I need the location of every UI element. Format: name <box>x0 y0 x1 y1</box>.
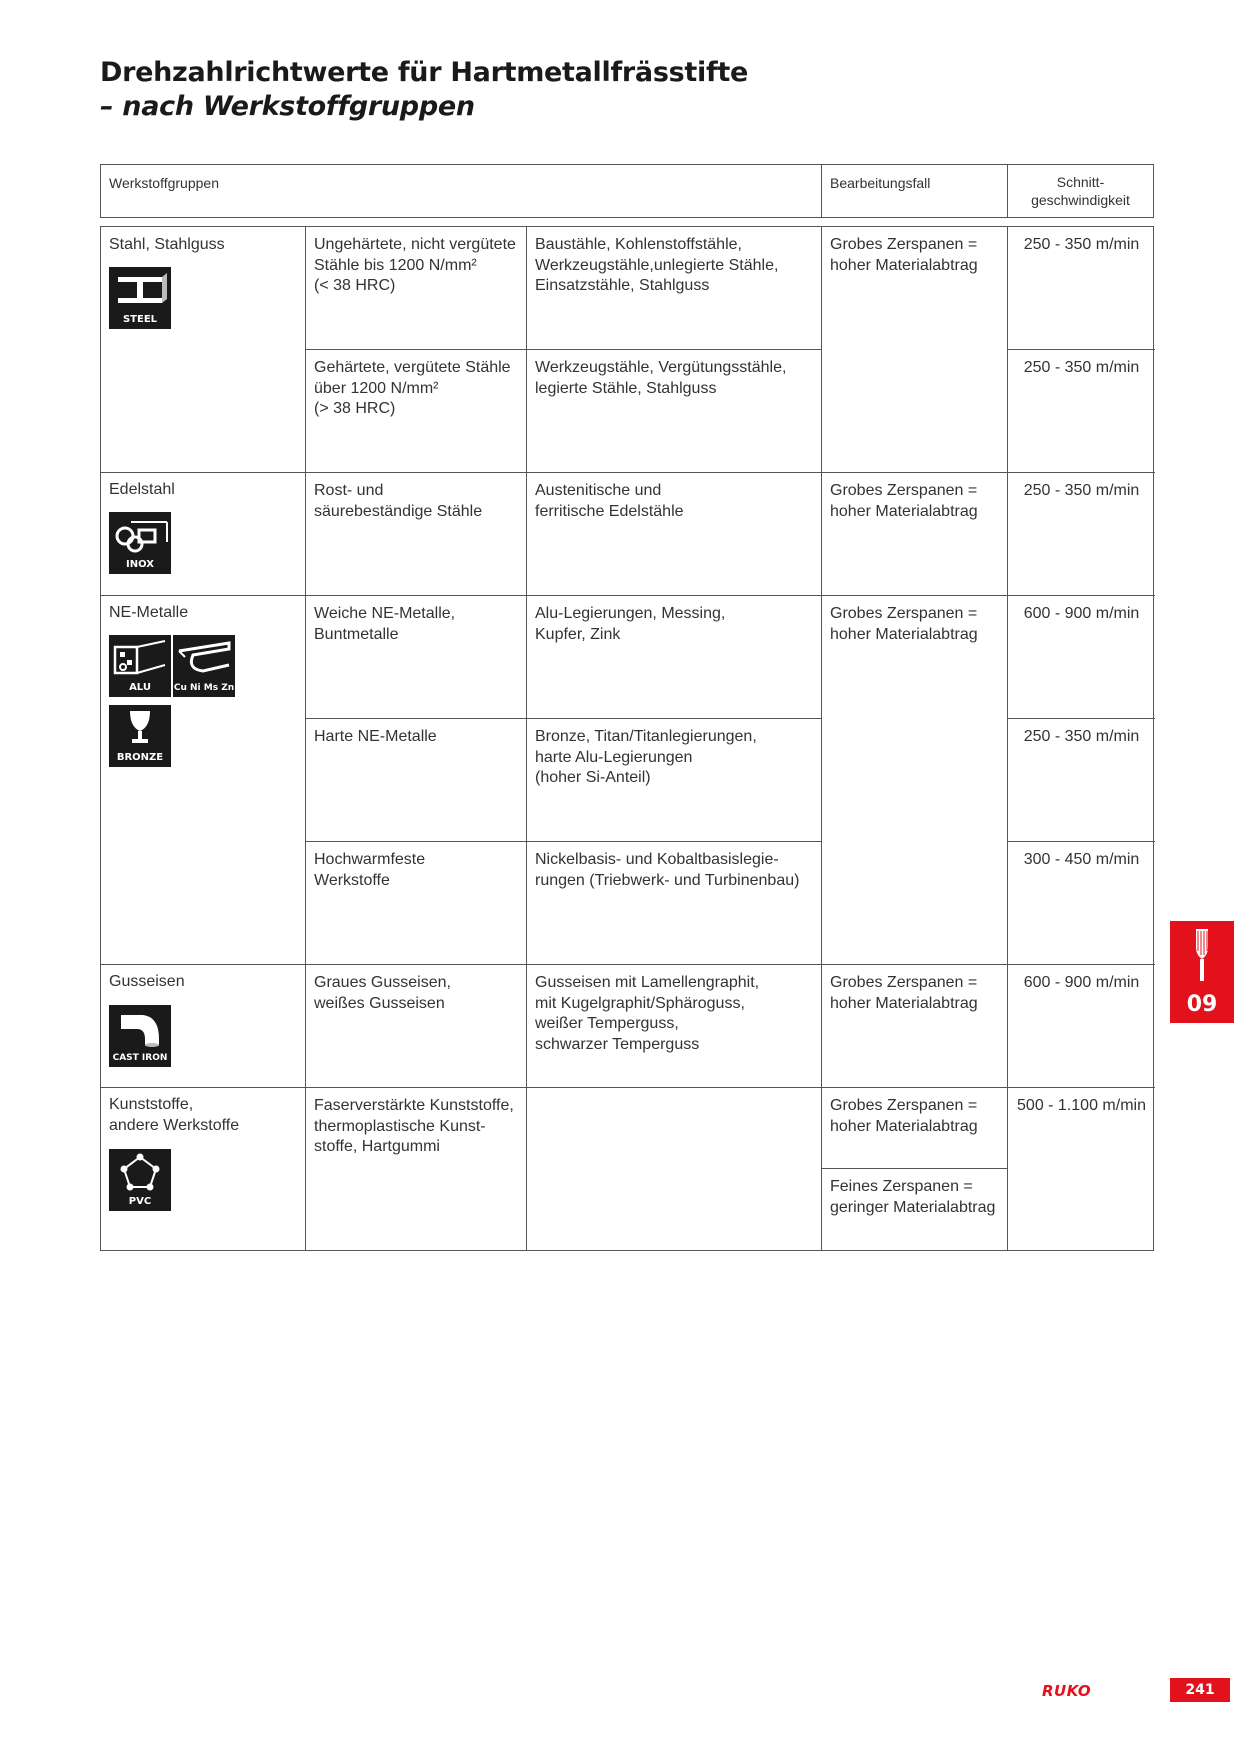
page-title <box>100 56 748 124</box>
cutting-speed: 300 - 450 m/min <box>1023 851 1140 868</box>
cutting-speed: 250 - 350 m/min <box>1023 359 1140 376</box>
group-name: Kunststoffe, andere Werkstoffe <box>109 1096 240 1134</box>
title-line-1: Drehzahlrichtwerte für Hartmetallfrässtifte <box>100 57 749 88</box>
cutting-speed: 600 - 900 m/min <box>1023 974 1140 991</box>
cutting-speed: 250 - 350 m/min <box>1023 728 1140 745</box>
process-type: Grobes Zerspanen = hoher Materialabtrag <box>830 1097 978 1135</box>
material-type: Faserverstärkte Kunststoffe, thermoplastische Kunst- stoffe, Hartgummi <box>314 1097 514 1155</box>
icon-label: STEEL <box>122 314 158 325</box>
icon-label: CAST IRON <box>112 1053 168 1063</box>
process-type: Grobes Zerspanen = hoher Materialabtrag <box>830 605 978 643</box>
process-type: Grobes Zerspanen = hoher Materialabtrag <box>830 236 978 274</box>
table-header <box>100 164 1154 218</box>
material-type: Graues Gusseisen, weißes Gusseisen <box>314 974 451 1012</box>
material-examples: Baustähle, Kohlenstoffstähle, Werkzeugstähle,unlegierte Stähle, Einsatzstähle, Stahlguss <box>535 236 779 294</box>
icon-label: PVC <box>128 1196 152 1207</box>
icon-label: BRONZE <box>116 752 164 763</box>
material-examples: Nickelbasis- und Kobaltbasislegie- rungen (Triebwerk- und Turbinenbau) <box>535 851 800 889</box>
alu-icon <box>109 635 171 697</box>
material-type: Rost- und säurebeständige Stähle <box>314 482 483 520</box>
section-number: 09 <box>1186 992 1218 1017</box>
material-examples: Gusseisen mit Lamellengraphit, mit Kugelgraphit/Sphäroguss, weißer Temperguss, schwarzer Temperguss <box>535 974 760 1053</box>
cutting-speed: 250 - 350 m/min <box>1023 236 1140 253</box>
burr-tool-icon <box>1170 921 1234 991</box>
group-name: Stahl, Stahlguss <box>109 236 225 253</box>
section-tab[interactable] <box>1170 921 1234 1023</box>
cutting-speed: 600 - 900 m/min <box>1023 605 1140 622</box>
icon-label: ALU <box>129 682 151 693</box>
icon-label: Cu Ni Ms Zn <box>173 683 235 693</box>
group-name: NE-Metalle <box>109 604 189 621</box>
material-type: Ungehärtete, nicht vergütete Stähle bis 1200 N/mm² (< 38 HRC) <box>314 236 516 294</box>
speed-table <box>100 226 1154 1251</box>
icon-label: INOX <box>126 559 154 570</box>
group-name: Gusseisen <box>109 973 185 990</box>
cast-iron-icon <box>109 1005 171 1067</box>
process-type: Feines Zerspanen = geringer Materialabtrag <box>830 1178 996 1216</box>
cu-ni-ms-zn-icon <box>173 635 235 697</box>
brand-logo: RUKO <box>1042 1682 1092 1700</box>
group-name: Edelstahl <box>109 481 175 498</box>
process-type: Grobes Zerspanen = hoher Materialabtrag <box>830 974 978 1012</box>
process-type: Grobes Zerspanen = hoher Materialabtrag <box>830 482 978 520</box>
material-examples: Bronze, Titan/Titanlegierungen, harte Alu-Legierungen (hoher Si-Anteil) <box>535 728 757 786</box>
steel-icon <box>109 267 171 329</box>
header-schnittgeschwindigkeit: Schnitt- geschwindigkeit <box>1031 174 1130 208</box>
pvc-icon <box>109 1149 171 1211</box>
cutting-speed: 500 - 1.100 m/min <box>1017 1097 1146 1114</box>
page-number: 241 <box>1170 1678 1230 1702</box>
inox-icon <box>109 512 171 574</box>
header-bearbeitungsfall: Bearbeitungsfall <box>830 175 931 191</box>
material-type: Harte NE-Metalle <box>314 728 437 745</box>
bronze-icon <box>109 705 171 767</box>
material-type: Weiche NE-Metalle, Buntmetalle <box>314 605 456 643</box>
material-type: Gehärtete, vergütete Stähle über 1200 N/mm² (> 38 HRC) <box>314 359 511 417</box>
header-werkstoffgruppen: Werkstoffgruppen <box>109 175 219 191</box>
material-examples: Alu-Legierungen, Messing, Kupfer, Zink <box>535 605 726 643</box>
material-examples: Austenitische und ferritische Edelstähle <box>535 482 684 520</box>
material-type: Hochwarmfeste Werkstoffe <box>314 851 426 889</box>
cutting-speed: 250 - 350 m/min <box>1023 482 1140 499</box>
material-examples: Werkzeugstähle, Vergütungsstähle, legierte Stähle, Stahlguss <box>535 359 787 397</box>
title-line-2: – nach Werkstoffgruppen <box>100 91 475 122</box>
